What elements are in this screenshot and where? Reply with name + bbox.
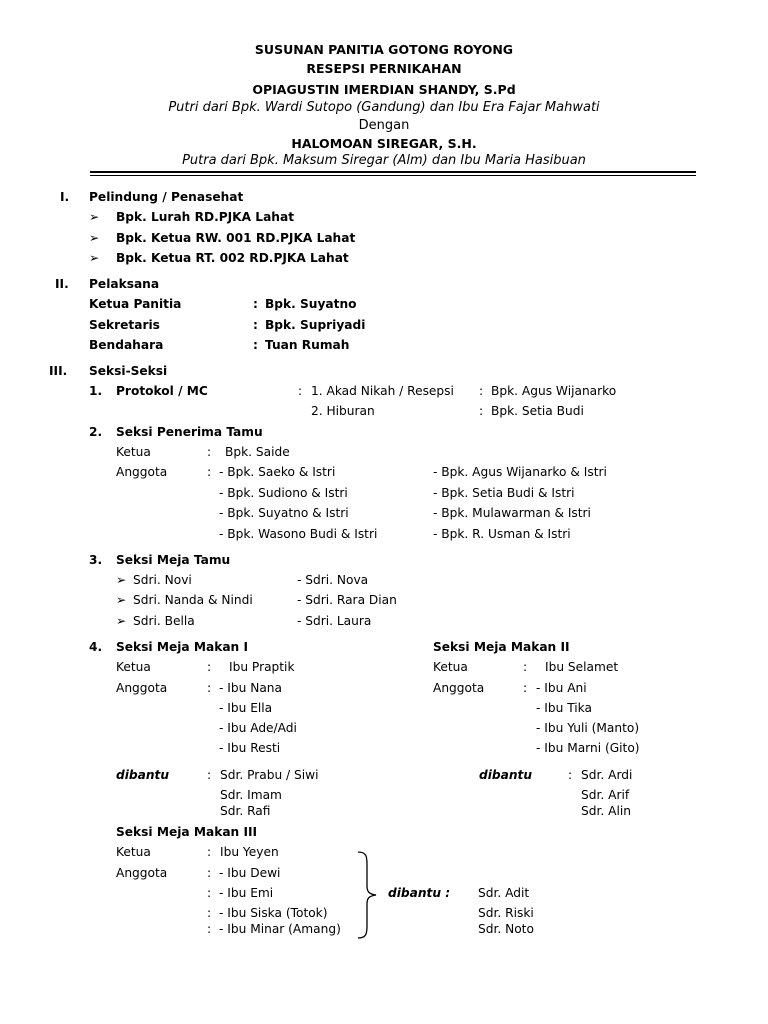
document-title: SUSUNAN PANITIA GOTONG ROYONG — [254, 42, 514, 57]
colon: : — [207, 445, 212, 459]
protector-item: Bpk. Ketua RW. 001 RD.PJKA Lahat — [116, 231, 356, 245]
member-item: - Ibu Tika — [536, 701, 592, 715]
committee-role: Bendahara — [89, 338, 164, 352]
colon: : — [253, 297, 258, 311]
colon: : — [523, 681, 528, 695]
colon: : — [253, 318, 258, 332]
member-item: - Bpk. Wasono Budi & Istri — [219, 527, 378, 541]
arrow-bullet-icon: ➢ — [89, 251, 100, 265]
helper-item: Sdr. Arif — [581, 788, 630, 802]
helper-item: Sdr. Riski — [478, 906, 534, 920]
anggota-label: Anggota — [116, 866, 168, 880]
member-item: - Sdri. Nova — [297, 573, 369, 587]
committee-name: Tuan Rumah — [265, 338, 350, 352]
arrow-bullet-icon: ➢ — [116, 573, 127, 587]
anggota-label: Anggota — [116, 465, 168, 479]
subsection-number: 3. — [89, 553, 103, 567]
member-item: - Ibu Yuli (Manto) — [536, 721, 640, 735]
ketua-name: Ibu Praptik — [229, 660, 295, 674]
colon: : — [479, 404, 484, 418]
helper-item: Sdr. Noto — [478, 922, 534, 936]
ketua-name: Ibu Selamet — [545, 660, 619, 674]
ketua-label: Ketua — [116, 845, 151, 859]
arrow-bullet-icon: ➢ — [116, 593, 127, 607]
colon: : — [207, 660, 212, 674]
colon: : — [207, 465, 212, 479]
section-2-title: Pelaksana — [89, 277, 160, 291]
member-item: - Bpk. Setia Budi & Istri — [433, 486, 575, 500]
curly-brace-icon — [356, 850, 380, 940]
member-item: - Sdri. Laura — [297, 614, 372, 628]
protokol-person: Bpk. Setia Budi — [491, 404, 584, 418]
ketua-name: Bpk. Saide — [225, 445, 290, 459]
ketua-name: Ibu Yeyen — [220, 845, 279, 859]
arrow-bullet-icon: ➢ — [89, 231, 100, 245]
section-2-number: II. — [55, 277, 69, 291]
colon: : — [207, 681, 212, 695]
ketua-label: Ketua — [433, 660, 468, 674]
arrow-bullet-icon: ➢ — [116, 614, 127, 628]
member-item: - Bpk. Saeko & Istri — [219, 465, 336, 479]
member-item: Sdri. Nanda & Nindi — [133, 593, 253, 607]
anggota-label: Anggota — [116, 681, 168, 695]
colon: : — [479, 384, 484, 398]
member-item: - Bpk. Agus Wijanarko & Istri — [433, 465, 607, 479]
helper-item: Sdr. Rafi — [220, 804, 271, 818]
meja-makan-1-title: Seksi Meja Makan I — [116, 640, 248, 654]
committee-role: Ketua Panitia — [89, 297, 182, 311]
committee-name: Bpk. Supriyadi — [265, 318, 366, 332]
protokol-event: 2. Hiburan — [311, 404, 375, 418]
bride-name: OPIAGUSTIN IMERDIAN SHANDY, S.Pd — [252, 82, 516, 97]
section-1-number: I. — [60, 190, 70, 204]
helper-item: Sdr. Prabu / Siwi — [220, 768, 319, 782]
bride-parents: Putri dari Bpk. Wardi Sutopo (Gandung) dan Ibu Era Fajar Mahwati — [168, 100, 600, 115]
committee-name: Bpk. Suyatno — [265, 297, 357, 311]
member-item: - Ibu Ella — [219, 701, 273, 715]
colon: : — [207, 866, 212, 880]
member-item: - Bpk. Mulawarman & Istri — [433, 506, 591, 520]
groom-parents: Putra dari Bpk. Maksum Siregar (Alm) dan Ibu Maria Hasibuan — [182, 153, 586, 168]
protokol-event: 1. Akad Nikah / Resepsi — [311, 384, 454, 398]
dibantu-label: dibantu — [116, 768, 170, 782]
colon: : — [298, 384, 303, 398]
colon: : — [568, 768, 573, 782]
colon: : — [207, 906, 212, 920]
dibantu-label: dibantu : — [388, 886, 451, 900]
anggota-label: Anggota — [433, 681, 485, 695]
member-item: - Ibu Minar (Amang) — [219, 922, 341, 936]
colon: : — [523, 660, 528, 674]
member-item: - Ibu Nana — [219, 681, 282, 695]
section-3-number: III. — [49, 364, 68, 378]
protokol-person: Bpk. Agus Wijanarko — [491, 384, 617, 398]
member-item: - Bpk. R. Usman & Istri — [433, 527, 571, 541]
header-divider-thin — [90, 175, 696, 176]
member-item: - Sdri. Rara Dian — [297, 593, 397, 607]
ketua-label: Ketua — [116, 445, 151, 459]
protokol-title: Protokol / MC — [116, 384, 208, 398]
member-item: - Ibu Resti — [219, 741, 281, 755]
colon: : — [207, 886, 212, 900]
helper-item: Sdr. Alin — [581, 804, 631, 818]
section-3-title: Seksi-Seksi — [89, 364, 168, 378]
meja-tamu-title: Seksi Meja Tamu — [116, 553, 231, 567]
header-divider-thick — [90, 171, 696, 173]
section-1-title: Pelindung / Penasehat — [89, 190, 244, 204]
colon: : — [207, 845, 212, 859]
member-item: - Ibu Marni (Gito) — [536, 741, 640, 755]
groom-name: HALOMOAN SIREGAR, S.H. — [291, 136, 477, 151]
ketua-label: Ketua — [116, 660, 151, 674]
subsection-number: 4. — [89, 640, 103, 654]
helper-item: Sdr. Adit — [478, 886, 530, 900]
helper-item: Sdr. Imam — [220, 788, 282, 802]
member-item: - Ibu Emi — [219, 886, 274, 900]
member-item: - Ibu Ade/Adi — [219, 721, 297, 735]
subsection-number: 1. — [89, 384, 103, 398]
member-item: - Ibu Ani — [536, 681, 587, 695]
member-item: Sdri. Novi — [133, 573, 192, 587]
member-item: - Bpk. Suyatno & Istri — [219, 506, 349, 520]
colon: : — [207, 768, 212, 782]
penerima-tamu-title: Seksi Penerima Tamu — [116, 425, 263, 439]
subsection-number: 2. — [89, 425, 103, 439]
member-item: - Bpk. Sudiono & Istri — [219, 486, 348, 500]
connector-text: Dengan — [358, 118, 410, 133]
meja-makan-2-title: Seksi Meja Makan II — [433, 640, 570, 654]
helper-item: Sdr. Ardi — [581, 768, 633, 782]
protector-item: Bpk. Ketua RT. 002 RD.PJKA Lahat — [116, 251, 349, 265]
dibantu-label: dibantu — [479, 768, 533, 782]
member-item: Sdri. Bella — [133, 614, 195, 628]
colon: : — [207, 922, 212, 936]
member-item: - Ibu Dewi — [219, 866, 281, 880]
member-item: - Ibu Siska (Totok) — [219, 906, 328, 920]
arrow-bullet-icon: ➢ — [89, 210, 100, 224]
protector-item: Bpk. Lurah RD.PJKA Lahat — [116, 210, 295, 224]
committee-role: Sekretaris — [89, 318, 160, 332]
meja-makan-3-title: Seksi Meja Makan III — [116, 825, 258, 839]
document-subtitle: RESEPSI PERNIKAHAN — [306, 61, 462, 76]
colon: : — [253, 338, 258, 352]
